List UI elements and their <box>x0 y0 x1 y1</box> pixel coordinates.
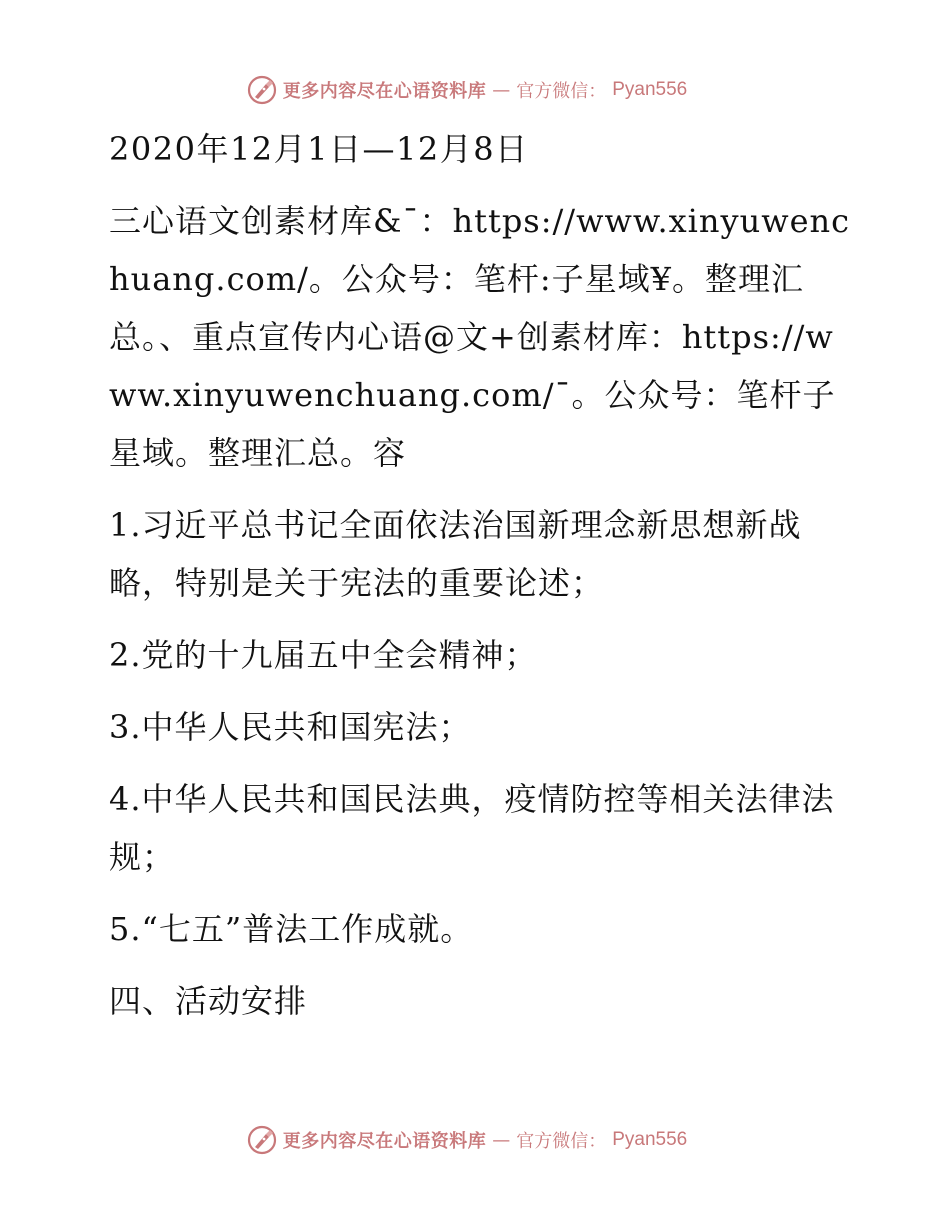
banner-wechat-id: Pyan556 <box>612 1129 688 1150</box>
pen-nib-logo-icon <box>247 1125 277 1155</box>
banner-dash: — <box>492 1129 511 1151</box>
list-item-2: 2.党的十九届五中全会精神； <box>109 636 538 674</box>
banner-wechat-id: Pyan556 <box>612 79 688 100</box>
banner-dash: — <box>492 79 511 101</box>
banner-site-text: 更多内容尽在心语资料库 <box>282 1131 487 1152</box>
banner-wechat-label: 官方微信： <box>516 81 607 102</box>
banner-site-text: 更多内容尽在心语资料库 <box>282 81 487 102</box>
list-item-1: 1.习近平总书记全面依法治国新理念新思想新战略，特别是关于宪法的重要论述； <box>109 506 802 602</box>
section-heading: 四、活动安排 <box>109 982 308 1020</box>
list-item-4: 4.中华人民共和国民法典，疫情防控等相关法律法规； <box>109 780 835 876</box>
footer-banner <box>0 1120 950 1160</box>
pen-nib-logo-icon <box>247 75 277 105</box>
list-item-3: 3.中华人民共和国宪法； <box>109 708 472 746</box>
header-banner-content[interactable] <box>247 75 688 105</box>
banner-wechat-label: 官方微信： <box>516 1131 607 1152</box>
intro-paragraph: 三心语文创素材库&¯：https://www.xinyuwenchuang.com/。公众号：笔杆:子星域¥。整理汇总。、重点宣传内心语@文+创素材库：https://www.xinyuwenchuang.com/¯。公众号：笔杆子星域。整理汇总。容 <box>109 202 851 472</box>
header-banner <box>0 70 950 110</box>
footer-banner-content[interactable] <box>247 1125 688 1155</box>
document-body <box>97 120 857 1044</box>
date-line: 2020年12月1日—12月8日 <box>109 130 529 168</box>
list-item-5: 5.“七五”普法工作成就。 <box>109 910 474 948</box>
